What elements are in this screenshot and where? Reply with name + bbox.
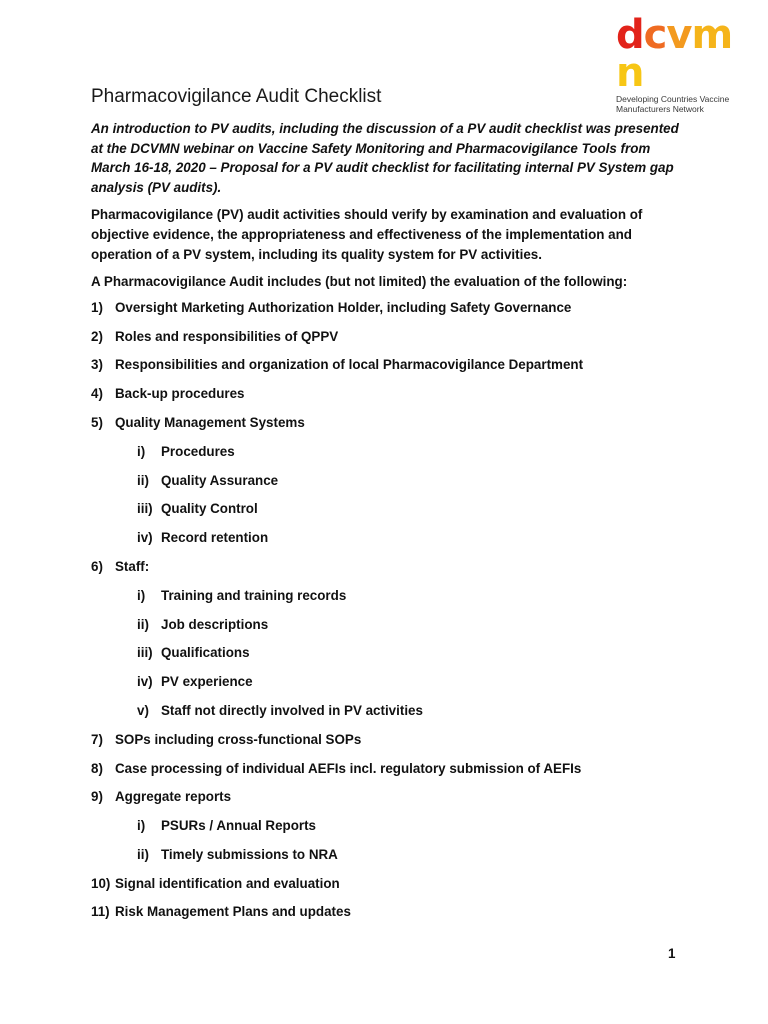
item-number: iii): [137, 645, 153, 661]
checklist-subitem: [91, 524, 691, 553]
item-text: Quality Control: [161, 501, 258, 517]
item-number: 10): [91, 875, 111, 891]
checklist-item: [91, 755, 691, 784]
item-number: ii): [137, 616, 149, 632]
item-text: Quality Assurance: [161, 472, 279, 488]
item-text: Case processing of individual AEFIs incl. regulatory submission of AEFIs: [115, 760, 582, 776]
item-text: Quality Management Systems: [115, 414, 305, 430]
item-text: Record retention: [161, 530, 269, 546]
item-number: 8): [91, 760, 103, 776]
item-number: 4): [91, 386, 103, 402]
intro-paragraph: An introduction to PV audits, including the discussion of a PV audit checklist was presented at the DCVMN webinar on Vaccine Safety Monitoring and Pharmacovigilance Tools from March 16-18, 2020 – Proposal for a PV audit checklist for facilitating internal PV System gap analysis (PV audits).: [91, 121, 679, 195]
description-paragraph: Pharmacovigilance (PV) audit activities should verify by examination and evaluation of objective evidence, the appropriateness and effectiveness of the implementation and operation of a PV system, including its quality system for PV activities.: [91, 207, 643, 262]
item-text: Qualifications: [161, 645, 250, 661]
item-number: iv): [137, 530, 153, 546]
logo-letter: c: [643, 12, 667, 58]
item-text: Procedures: [161, 443, 235, 459]
item-text: Signal identification and evaluation: [115, 875, 340, 891]
checklist-subitem: [91, 611, 691, 640]
checklist: [91, 294, 691, 928]
dcvmn-logo: [616, 12, 740, 114]
checklist-item: [91, 553, 691, 582]
logo-subtitle-line1: Developing Countries Vaccine: [616, 94, 730, 104]
page-title: Pharmacovigilance Audit Checklist: [91, 86, 382, 107]
checklist-item: [91, 294, 691, 323]
item-number: iii): [137, 501, 153, 517]
item-number: 2): [91, 328, 103, 344]
item-number: ii): [137, 472, 149, 488]
checklist-item: [91, 323, 691, 352]
checklist-item: [91, 783, 691, 812]
item-number: i): [137, 587, 146, 603]
checklist-subitem: [91, 582, 691, 611]
item-text: Training and training records: [161, 587, 347, 603]
checklist-item: [91, 351, 691, 380]
checklist-item: [91, 726, 691, 755]
item-text: Oversight Marketing Authorization Holder, including Safety Governance: [115, 299, 572, 315]
logo-letter: n: [616, 50, 644, 96]
lead-in-text: A Pharmacovigilance Audit includes (but not limited) the evaluation of the following:: [91, 274, 628, 290]
logo-letter: m: [691, 12, 733, 58]
item-text: Responsibilities and organization of local Pharmacovigilance Department: [115, 357, 584, 373]
checklist-subitem: [91, 495, 691, 524]
checklist-subitem: [91, 841, 691, 870]
item-number: iv): [137, 674, 153, 690]
item-number: 6): [91, 558, 103, 574]
logo-subtitle: [616, 94, 740, 114]
item-number: 1): [91, 299, 103, 315]
item-number: i): [137, 443, 146, 459]
item-number: ii): [137, 846, 149, 862]
logo-letter: v: [666, 12, 692, 58]
item-text: Timely submissions to NRA: [161, 846, 338, 862]
item-text: Staff not directly involved in PV activities: [161, 702, 423, 718]
checklist-subitem: [91, 812, 691, 841]
checklist-subitem: [91, 697, 691, 726]
item-text: Risk Management Plans and updates: [115, 904, 351, 920]
item-number: v): [137, 702, 149, 718]
logo-wordmark: [616, 12, 740, 96]
checklist-item: [91, 380, 691, 409]
item-text: PV experience: [161, 674, 253, 690]
item-number: 3): [91, 357, 103, 373]
logo-subtitle-line2: Manufacturers Network: [616, 104, 704, 114]
item-number: 11): [91, 904, 110, 920]
checklist-item: [91, 409, 691, 438]
document-body: [91, 119, 691, 927]
logo-letter: d: [616, 12, 644, 58]
checklist-subitem: [91, 467, 691, 496]
item-number: 9): [91, 789, 103, 805]
item-number: 7): [91, 731, 103, 747]
checklist-subitem: [91, 438, 691, 467]
item-text: Job descriptions: [161, 616, 269, 632]
item-number: i): [137, 818, 146, 834]
checklist-item: [91, 898, 691, 927]
item-text: Back-up procedures: [115, 386, 245, 402]
item-text: Roles and responsibilities of QPPV: [115, 328, 339, 344]
item-text: Aggregate reports: [115, 789, 232, 805]
checklist-subitem: [91, 639, 691, 668]
item-text: PSURs / Annual Reports: [161, 818, 317, 834]
item-number: 5): [91, 414, 103, 430]
item-text: SOPs including cross-functional SOPs: [115, 731, 362, 747]
item-text: Staff:: [115, 558, 150, 574]
page-number: 1: [668, 946, 676, 961]
checklist-item: [91, 870, 691, 899]
checklist-subitem: [91, 668, 691, 697]
